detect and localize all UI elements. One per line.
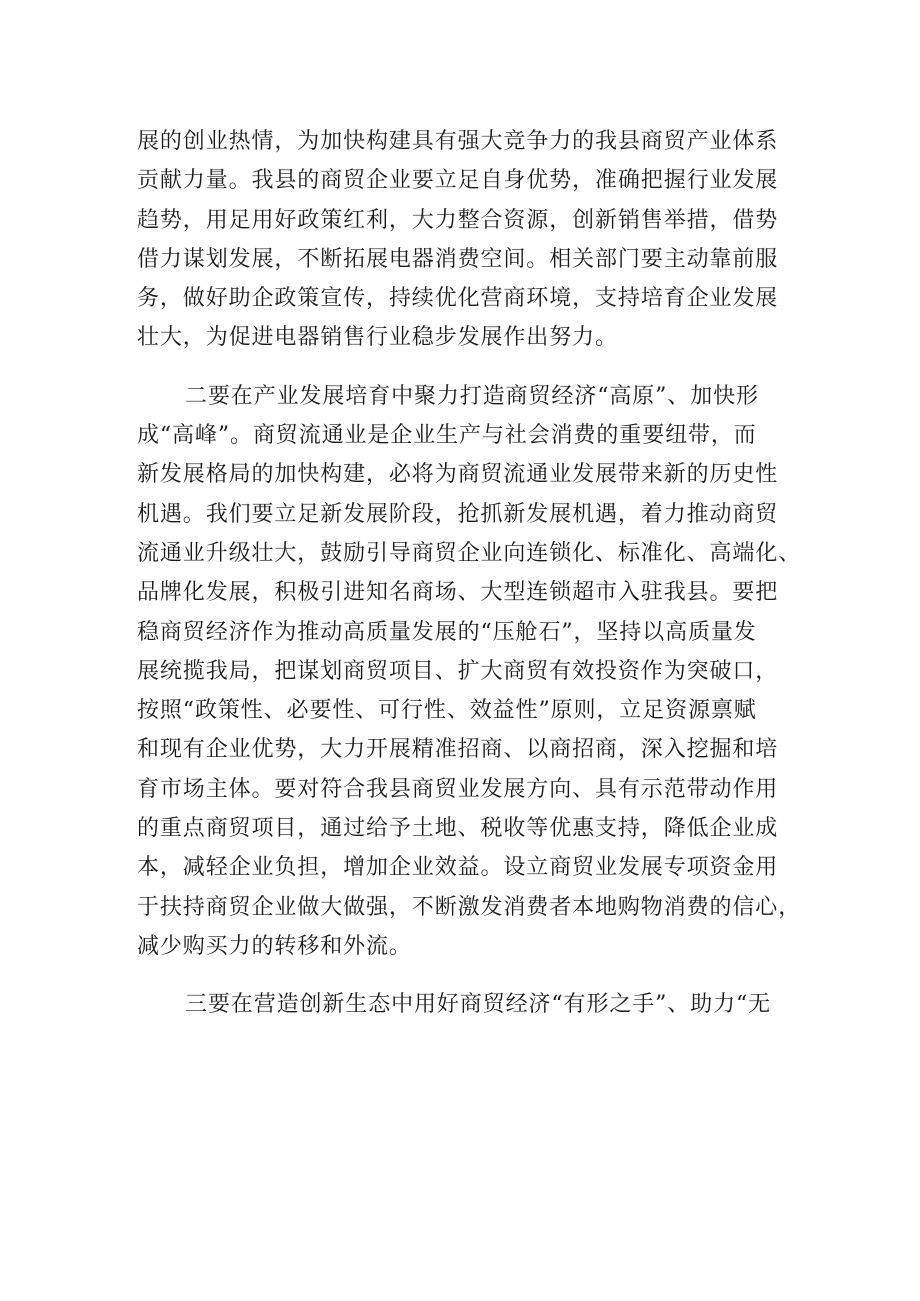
text-line: 机遇。我们要立足新发展阶段，抢抓新发展机遇，着力推动商贸 [137,501,779,527]
text-line: 二要在产业发展培育中聚力打造商贸经济“高原”、加快形 [185,383,759,409]
text-line: 和现有企业优势，大力开展精准招商、以商招商，深入挖掘和培 [137,737,779,763]
text-line: 育市场主体。要对符合我县商贸业发展方向、具有示范带动作用 [137,776,779,802]
text-line: 流通业升级壮大，鼓励引导商贸企业向连锁化、标准化、高端化、 [137,540,802,566]
text-line: 趋势，用足用好政策红利，大力整合资源，创新销售举措，借势 [137,207,779,233]
text-line: 按照“政策性、必要性、可行性、效益性”原则，立足资源禀赋 [137,698,757,724]
text-line: 务，做好助企政策宣传，持续优化营商环境，支持培育企业发展 [137,286,779,312]
text-line: 展统揽我局，把谋划商贸项目、扩大商贸有效投资作为突破口， [137,658,779,684]
document-body [137,122,802,1025]
text-line: 于扶持商贸企业做大做强，不断激发消费者本地购物消费的信心， [137,894,802,920]
text-line: 品牌化发展，积极引进知名商场、大型连锁超市入驻我县。要把 [137,580,779,606]
paragraph-gap [137,358,797,377]
text-line: 的重点商贸项目，通过给予土地、税收等优惠支持，降低企业成 [137,816,779,842]
text-line: 壮大，为促进电器销售行业稳步发展作出努力。 [137,325,618,351]
text-line: 新发展格局的加快构建，必将为商贸流通业发展带来新的历史性 [137,462,779,488]
text-line: 减少购买力的转移和外流。 [137,933,412,959]
paragraph-2 [137,377,802,966]
text-line: 本，减轻企业负担，增加企业效益。设立商贸业发展专项资金用 [137,855,779,881]
text-line: 成“高峰”。商贸流通业是企业生产与社会消费的重要纽带，而 [137,423,757,449]
paragraph-3 [137,985,797,1024]
paragraph-1 [137,122,797,358]
text-line: 三要在营造创新生态中用好商贸经济“有形之手”、助力“无 [185,992,772,1018]
paragraph-gap [137,966,797,985]
text-line: 展的创业热情，为加快构建具有强大竞争力的我县商贸产业体系 [137,129,779,154]
text-line: 贡献力量。我县的商贸企业要立足自身优势，准确把握行业发展 [137,168,779,194]
text-line: 借力谋划发展，不断拓展电器消费空间。相关部门要主动靠前服 [137,246,779,272]
text-line: 稳商贸经济作为推动高质量发展的“压舱石”，坚持以高质量发 [137,619,757,645]
